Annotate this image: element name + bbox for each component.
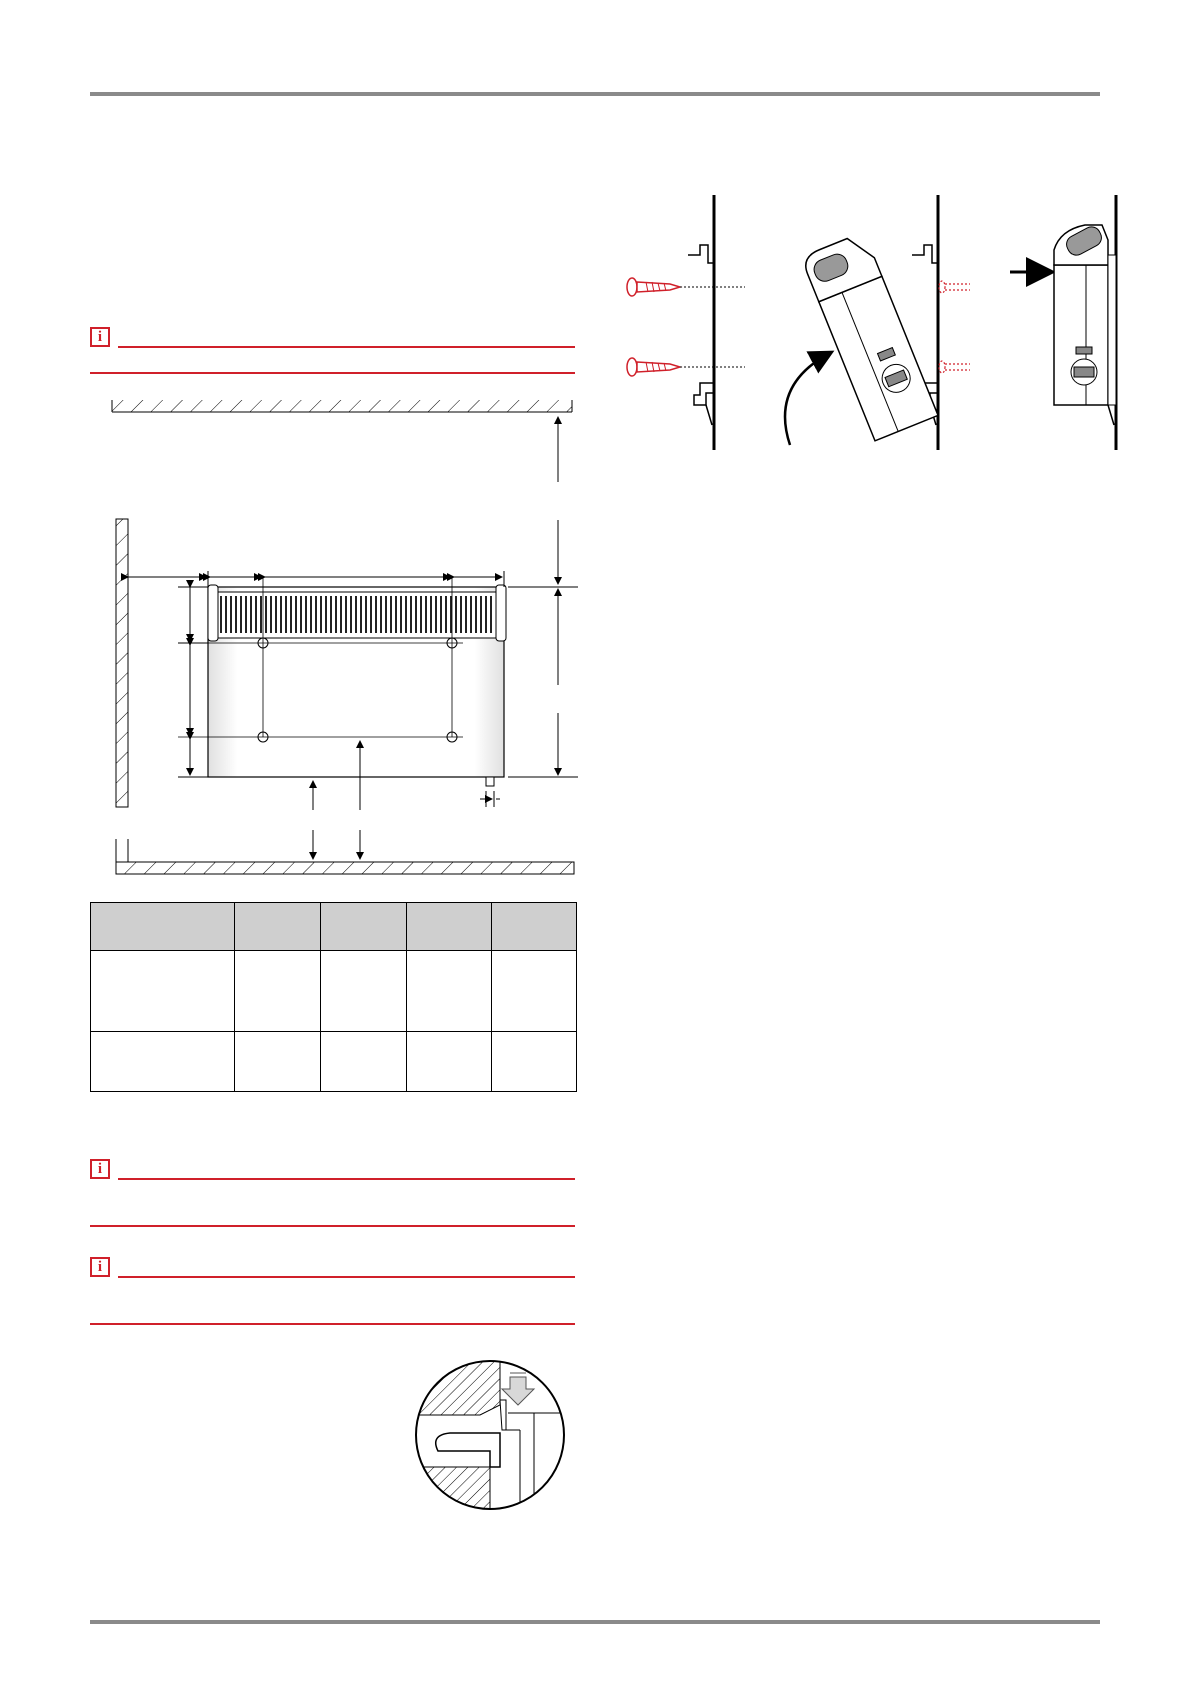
table-cell	[91, 1032, 235, 1092]
note-top-line	[118, 346, 575, 348]
side-wall-hatch	[116, 519, 128, 807]
bracket-detail-view	[410, 1355, 570, 1515]
page-top-rule	[90, 92, 1100, 96]
table-row	[91, 1032, 577, 1092]
note-top-line	[118, 1178, 575, 1180]
table-header-cell	[91, 903, 235, 951]
rotation-arrow-icon	[785, 353, 830, 445]
tilted-heater	[801, 232, 938, 441]
info-icon: i	[90, 1159, 110, 1179]
table-cell	[407, 951, 492, 1032]
screw-icon-installed	[939, 281, 970, 373]
installation-dimension-drawing	[108, 395, 588, 875]
table-header-cell	[321, 903, 407, 951]
table-row	[91, 951, 577, 1032]
info-icon: i	[90, 1257, 110, 1277]
table-header-row	[91, 903, 577, 951]
note-bottom-line	[90, 372, 575, 374]
table-cell	[235, 1032, 321, 1092]
note-block-2	[90, 1159, 575, 1229]
table-cell	[321, 1032, 407, 1092]
ceiling-hatch	[112, 400, 572, 412]
table-cell	[235, 951, 321, 1032]
screw-icon	[627, 358, 680, 376]
table-header-cell	[492, 903, 577, 951]
floor-hatch	[116, 862, 574, 874]
dimension-table	[90, 902, 577, 1092]
table-cell	[91, 951, 235, 1032]
table-cell	[492, 951, 577, 1032]
grille-slots	[221, 596, 491, 633]
table-header-cell	[235, 903, 321, 951]
mounted-heater	[1054, 224, 1116, 425]
note-top-line	[118, 1276, 575, 1278]
note-block-1	[90, 327, 575, 377]
note-bottom-line	[90, 1323, 575, 1325]
note-block-3	[90, 1257, 575, 1327]
info-icon: i	[90, 327, 110, 347]
vertical-dimensions-right	[508, 417, 578, 777]
table-cell	[321, 951, 407, 1032]
table-header-cell	[407, 903, 492, 951]
note-bottom-line	[90, 1225, 575, 1227]
screw-icon	[627, 278, 680, 296]
table-cell	[492, 1032, 577, 1092]
mounting-sequence-illustration	[620, 195, 1120, 455]
page-bottom-rule	[90, 1620, 1100, 1624]
table-cell	[407, 1032, 492, 1092]
vertical-dimensions-left	[178, 587, 208, 777]
horizontal-dimensions	[128, 571, 504, 587]
